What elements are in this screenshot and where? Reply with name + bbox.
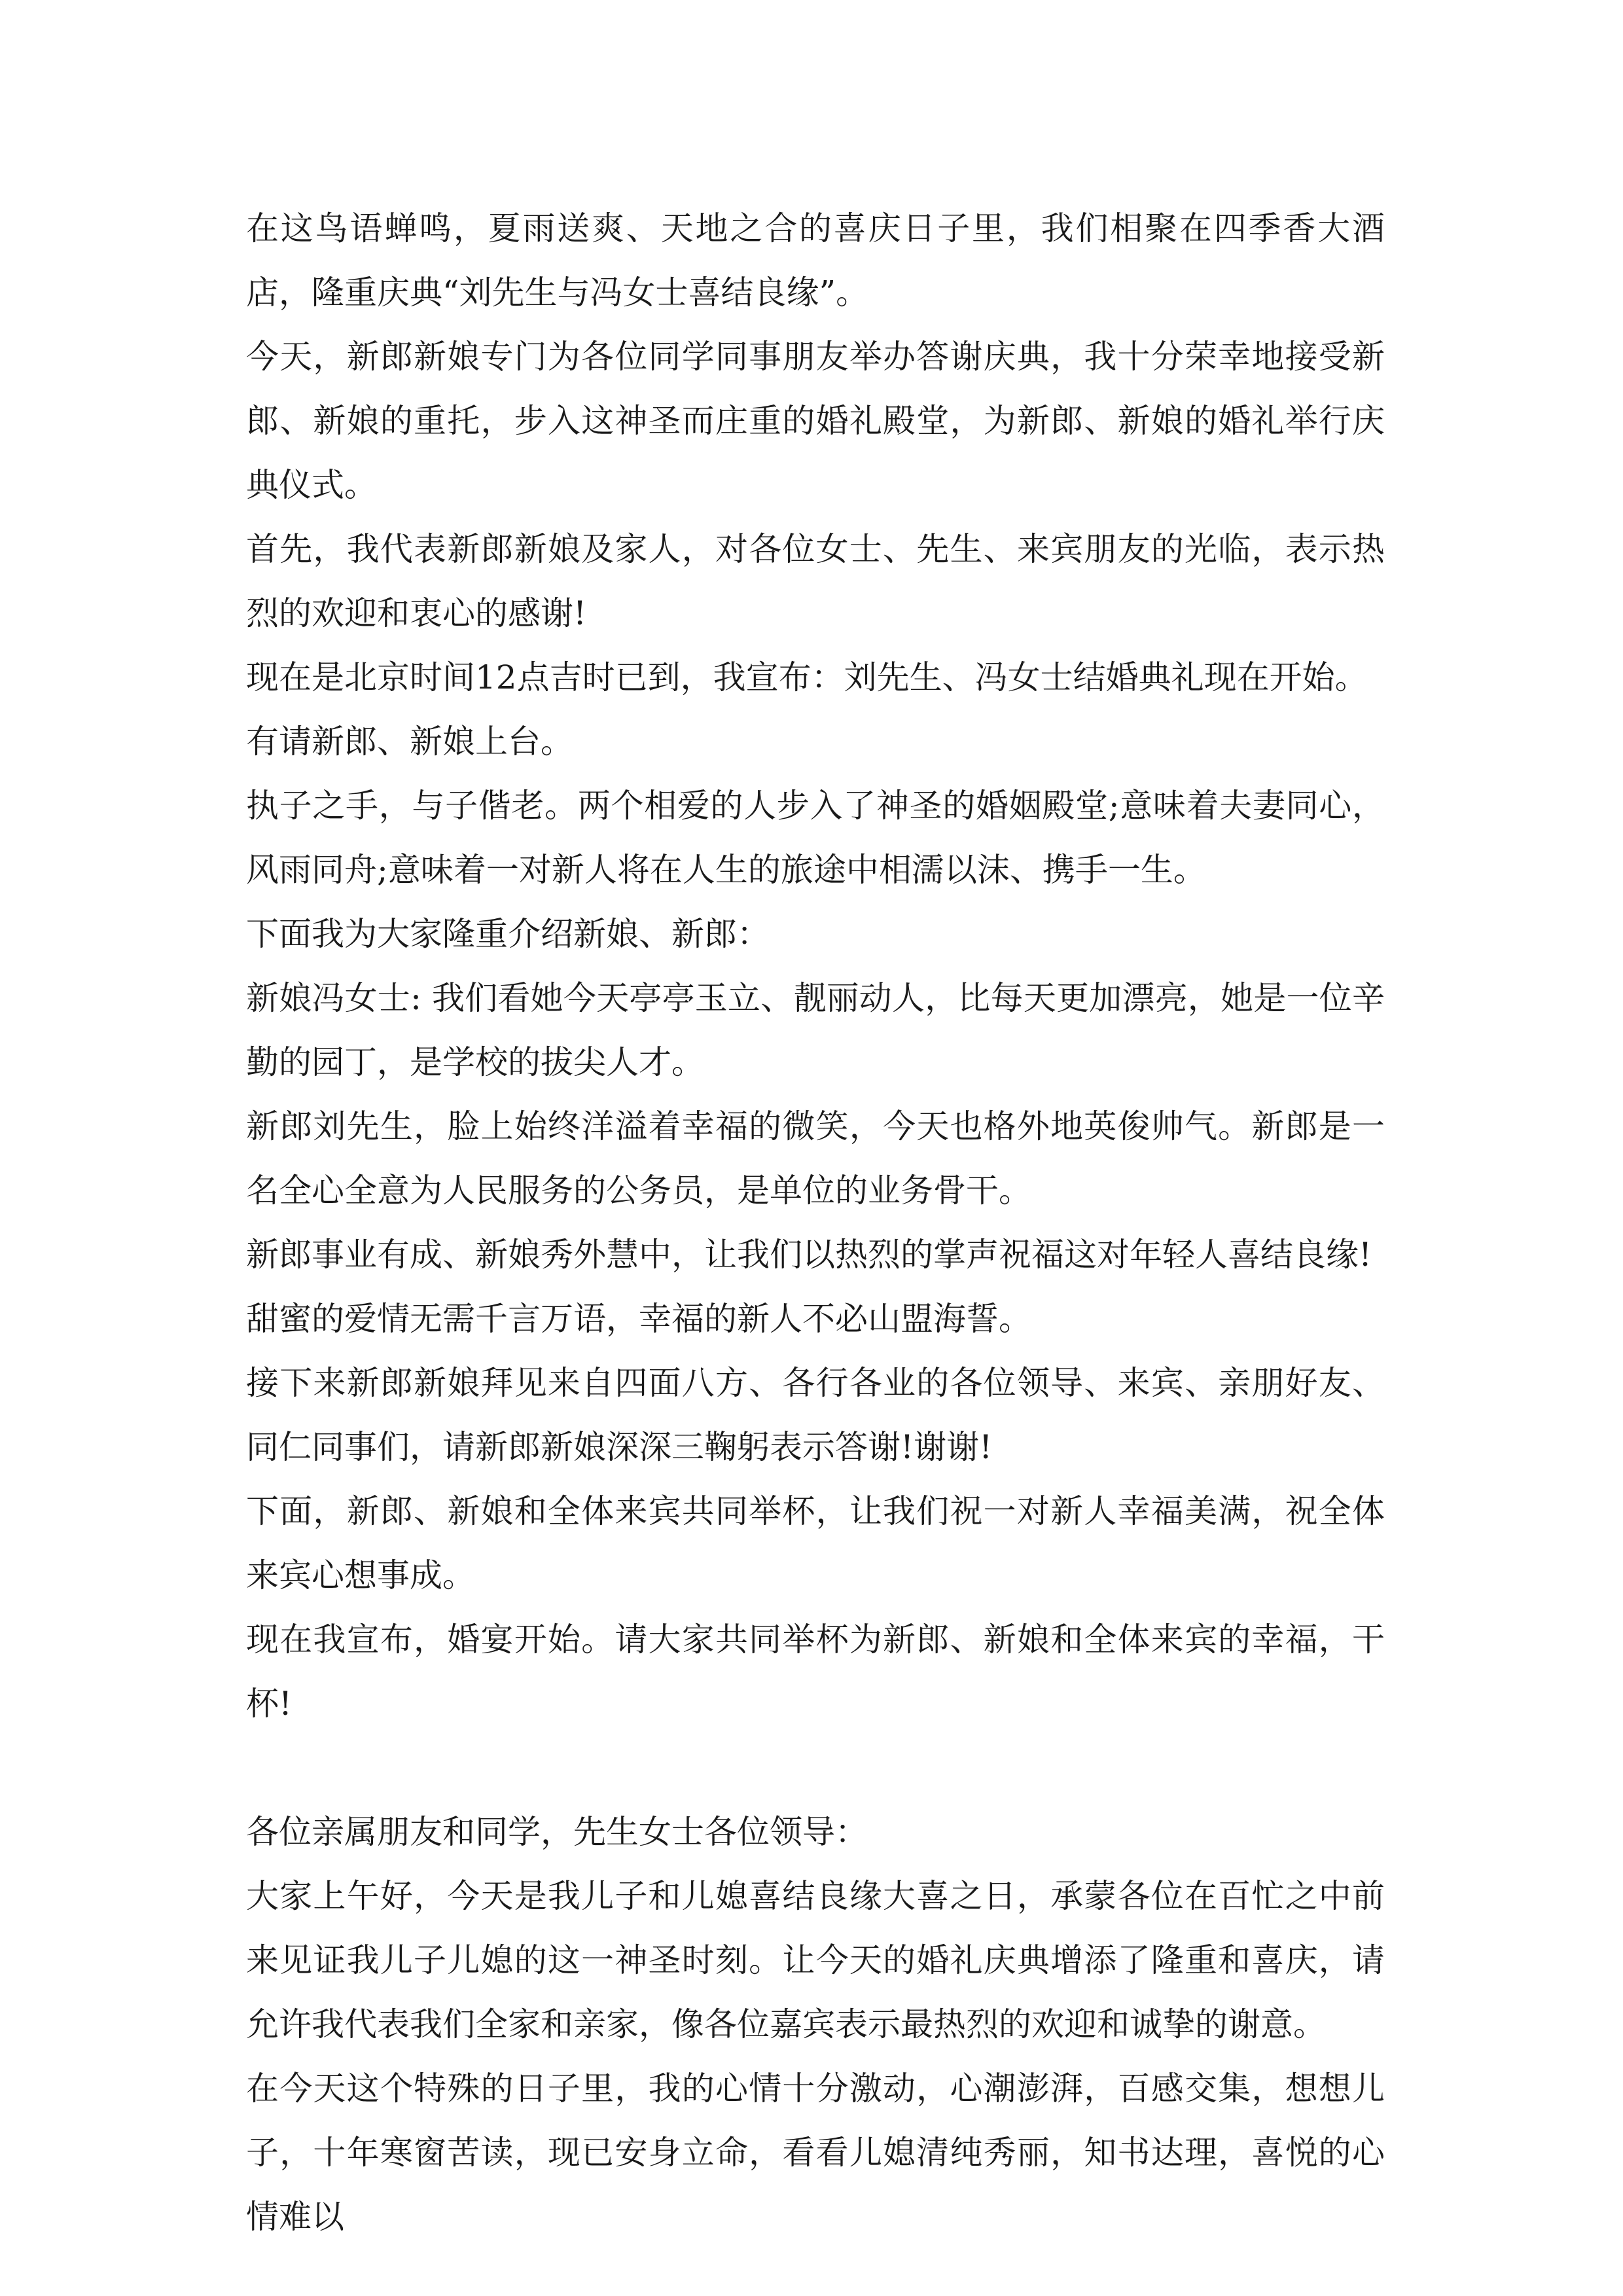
paragraph-thanks-ceremony: 今天，新郎新娘专门为各位同学同事朋友举办答谢庆典，我十分荣幸地接受新郎、新娘的重托，步入这神圣而庄重的婚礼殿堂，为新郎、新娘的婚礼举行庆典仪式。 xyxy=(246,338,1385,504)
paragraph-sweet-love: 甜蜜的爱情无需千言万语，幸福的新人不必山盟海誓。 xyxy=(246,1300,1031,1338)
paragraph-salutation: 各位亲属朋友和同学，先生女士各位领导： xyxy=(246,1813,868,1851)
paragraph-banquet-start: 现在我宣布，婚宴开始。请大家共同举杯为新郎、新娘和全体来宾的幸福，干杯! xyxy=(246,1621,1385,1723)
document-body xyxy=(246,196,1385,2249)
paragraph-toast: 下面，新郎、新娘和全体来宾共同举杯，让我们祝一对新人幸福美满，祝全体来宾心想事成。 xyxy=(246,1492,1385,1594)
paragraph-parent-emotion: 在今天这个特殊的日子里，我的心情十分激动，心潮澎湃，百感交集，想想儿子，十年寒窗苦读，现已安身立命，看看儿媳清纯秀丽，知书达理，喜悦的心情难以 xyxy=(246,2070,1385,2236)
paragraph-bow-thanks: 接下来新郎新娘拜见来自四面八方、各行各业的各位领导、来宾、亲朋好友、同仁同事们，请新郎新娘深深三鞠躬表示答谢!谢谢! xyxy=(246,1364,1385,1466)
paragraph-hold-hands: 执子之手，与子偕老。两个相爱的人步入了神圣的婚姻殿堂;意味着夫妻同心，风雨同舟;意味着一对新人将在人生的旅途中相濡以沫、携手一生。 xyxy=(246,787,1385,889)
paragraph-welcome: 首先，我代表新郎新娘及家人，对各位女士、先生、来宾朋友的光临，表示热烈的欢迎和衷心的感谢! xyxy=(246,530,1385,632)
paragraph-invite-couple: 有请新郎、新娘上台。 xyxy=(246,723,573,761)
paragraph-announce-start: 现在是北京时间12点吉时已到，我宣布：刘先生、冯女士结婚典礼现在开始。 xyxy=(246,658,1368,696)
paragraph-introduce-couple: 下面我为大家隆重介绍新娘、新郎： xyxy=(246,915,770,953)
paragraph-applause: 新郎事业有成、新娘秀外慧中，让我们以热烈的掌声祝福这对年轻人喜结良缘! xyxy=(246,1236,1372,1274)
paragraph-groom-intro: 新郎刘先生，脸上始终洋溢着幸福的微笑，今天也格外地英俊帅气。新郎是一名全心全意为人民服务的公务员，是单位的业务骨干。 xyxy=(246,1107,1385,1210)
paragraph-parent-greeting: 大家上午好，今天是我儿子和儿媳喜结良缘大喜之日，承蒙各位在百忙之中前来见证我儿子儿媳的这一神圣时刻。让今天的婚礼庆典增添了隆重和喜庆，请允许我代表我们全家和亲家，像各位嘉宾表示最热烈的欢迎和诚挚的谢意。 xyxy=(246,1877,1385,2043)
section-divider-space xyxy=(246,1736,1385,1800)
paragraph-bride-intro: 新娘冯女士: 我们看她今天亭亭玉立、靓丽动人，比每天更加漂亮，她是一位辛勤的园丁，是学校的拔尖人才。 xyxy=(246,979,1385,1081)
paragraph-venue-intro: 在这鸟语蝉鸣，夏雨送爽、天地之合的喜庆日子里，我们相聚在四季香大酒店，隆重庆典“刘先生与冯女士喜结良缘”。 xyxy=(246,209,1385,312)
